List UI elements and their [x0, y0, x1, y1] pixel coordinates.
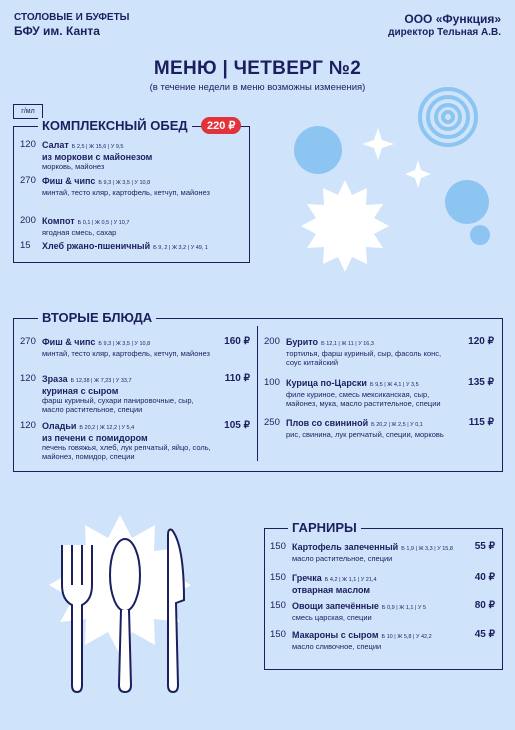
item-body: [292, 573, 457, 595]
item-name-line: [292, 573, 457, 585]
item-description: минтай, тесто кляр, картофель, кетчуп, майонез: [42, 188, 210, 197]
item-nutrition: Б 10 | Ж 5,8 | У 42,2: [381, 634, 432, 640]
sparkle-decor: [405, 160, 431, 188]
item-body: [42, 140, 240, 171]
item-body: [292, 601, 457, 622]
item-name-line: [292, 601, 457, 613]
menu-subtitle: (в течение недели в меню возможны изменения): [149, 82, 366, 93]
item-body: [42, 216, 240, 237]
item-description: минтай, тесто кляр, картофель, кетчуп, майонез: [42, 349, 210, 358]
blob-decor: [470, 225, 490, 245]
item-body: [42, 421, 212, 461]
item-name-line: [286, 418, 456, 430]
item-price: 120 ₽: [468, 336, 494, 347]
starburst-decor: [301, 180, 389, 272]
item-name: Овощи запечённые: [292, 601, 379, 611]
item-price: 110 ₽: [224, 373, 250, 384]
item-name: Фиш & чипс: [42, 337, 96, 347]
item-nutrition: Б 9,5 | Ж 4,1 | У 3,5: [369, 382, 419, 388]
item-body: [42, 176, 240, 197]
item-name-line: [42, 337, 212, 349]
item-nutrition: Б 20,2 | Ж 2,5 | У 0,1: [371, 422, 423, 428]
menu-title: МЕНЮ | ЧЕТВЕРГ №2: [153, 58, 362, 79]
menu-item: [264, 378, 494, 408]
item-grams: 200: [20, 215, 36, 226]
item-name: Курица по-Царски: [286, 378, 367, 388]
item-name-line: [42, 216, 240, 228]
second-courses-title: ВТОРЫЕ БЛЮДА: [38, 310, 156, 325]
item-body: [286, 378, 456, 408]
item-grams: 100: [264, 377, 280, 388]
org-name-line2: БФУ им. Канта: [14, 24, 100, 38]
item-name: Картофель запеченный: [292, 542, 399, 552]
menu-item: [20, 337, 250, 358]
item-nutrition: Б 0,9 | Ж 1,1 | У 5: [381, 605, 427, 611]
item-description: масло растительное, специи: [292, 554, 393, 563]
column-divider: [257, 326, 258, 461]
item-nutrition: Б 9,3 | Ж 3,5 | У 10,8: [98, 341, 151, 347]
item-body: [42, 374, 212, 414]
item-body: [292, 542, 457, 563]
item-nutrition: Б 12,1 | Ж 11 | У 16,3: [321, 341, 374, 347]
item-grams: 120: [20, 139, 36, 150]
garnish-title: ГАРНИРЫ: [288, 520, 361, 535]
item-name-line: [42, 421, 212, 433]
item-nutrition: Б 20,2 | Ж 12,2 | У 5,4: [79, 425, 135, 431]
item-name: Макароны с сыром: [292, 630, 379, 640]
item-name-line: [42, 374, 212, 386]
item-name: Салат: [42, 140, 69, 150]
item-name-extra: из моркови с майонезом: [42, 152, 153, 162]
item-name-extra: из печени с помидором: [42, 433, 148, 443]
item-description: филе куриное, смесь мексиканская, сыр, майонез, мука, масло растительное, специи: [286, 390, 441, 408]
item-grams: 150: [270, 572, 286, 583]
item-nutrition: Б 0,1 | Ж 0,5 | У 10,7: [77, 220, 130, 226]
item-description: рис, свинина, лук репчатый, специи, морковь: [286, 430, 444, 439]
sparkle-decor: [362, 128, 394, 160]
item-name: Хлеб ржано-пшеничный: [42, 241, 151, 251]
item-nutrition: Б 12,38 | Ж 7,23 | У 33,7: [70, 378, 132, 384]
unit-label: г/мл: [13, 104, 43, 119]
item-description: тортилья, фарш куриный, сыр, фасоль конс, соус китайский: [286, 349, 442, 367]
item-name-extra: куриная с сыром: [42, 386, 119, 396]
item-body: [42, 337, 212, 358]
item-grams: 120: [20, 420, 36, 431]
item-name-line: [286, 337, 456, 349]
item-grams: 250: [264, 417, 280, 428]
item-name-extra: отварная маслом: [292, 585, 370, 595]
item-name: Гречка: [292, 573, 322, 583]
item-grams: 150: [270, 600, 286, 611]
menu-item: [20, 374, 250, 414]
item-description: масло сливочное, специи: [292, 642, 382, 651]
item-nutrition: Б 9,3 | Ж 3,5 | У 10,8: [98, 180, 151, 186]
item-name-line: [42, 176, 240, 188]
blob-decor: [445, 180, 489, 224]
blob-decor: [294, 126, 342, 174]
complex-lunch-price: 220 ₽: [201, 117, 241, 134]
item-grams: 270: [20, 336, 36, 347]
item-grams: 150: [270, 629, 286, 640]
item-description: печень говяжья, хлеб, лук репчатый, яйцо, соль, майонез, помидор, специи: [42, 443, 211, 461]
item-grams: 120: [20, 373, 36, 384]
menu-item: [20, 241, 240, 253]
item-price: 55 ₽: [474, 541, 495, 552]
item-price: 160 ₽: [224, 336, 250, 347]
item-name: Бурито: [286, 337, 319, 347]
menu-item: [20, 176, 240, 197]
menu-item: [270, 573, 495, 595]
item-description: смесь царская, специи: [292, 613, 372, 622]
item-nutrition: Б 2,5 | Ж 15,6 | У 9,5: [71, 144, 124, 150]
item-nutrition: Б 1,9 | Ж 3,3 | У 15,8: [401, 546, 453, 552]
menu-item: [270, 601, 495, 622]
menu-item: [264, 337, 494, 367]
item-body: [42, 241, 240, 253]
item-description: морковь, майонез: [42, 162, 105, 171]
menu-item: [20, 140, 240, 171]
menu-item: [270, 542, 495, 563]
item-description: ягодная смесь, сахар: [42, 228, 117, 237]
item-nutrition: Б 9, 2 | Ж 3,2 | У 49, 1: [153, 245, 208, 251]
item-name: Компот: [42, 216, 75, 226]
item-price: 105 ₽: [224, 420, 250, 431]
item-name-line: [286, 378, 456, 390]
item-name: Плов со свининой: [286, 418, 369, 428]
item-grams: 150: [270, 541, 286, 552]
knife-icon: [168, 530, 184, 692]
company-name: ООО «Функция»: [404, 12, 501, 26]
item-body: [286, 337, 456, 367]
item-name-line: [42, 241, 240, 253]
item-grams: 15: [20, 240, 31, 251]
item-name-line: [292, 630, 457, 642]
item-name: Фиш & чипс: [42, 176, 96, 186]
item-grams: 270: [20, 175, 36, 186]
spiral-decor: [420, 89, 476, 145]
director-name: директор Тельная А.В.: [388, 27, 501, 38]
complex-lunch-title: КОМПЛЕКСНЫЙ ОБЕД: [38, 118, 192, 133]
item-price: 45 ₽: [474, 629, 495, 640]
item-price: 135 ₽: [468, 377, 494, 388]
item-name: Оладьи: [42, 421, 77, 431]
item-grams: 200: [264, 336, 280, 347]
menu-item: [20, 216, 240, 237]
item-price: 40 ₽: [474, 572, 495, 583]
org-name-line1: СТОЛОВЫЕ И БУФЕТЫ: [14, 12, 130, 23]
item-name-line: [42, 140, 240, 152]
item-body: [292, 630, 457, 651]
item-body: [286, 418, 456, 439]
item-name: Зраза: [42, 374, 68, 384]
item-name-line: [292, 542, 457, 554]
item-price: 80 ₽: [474, 600, 495, 611]
item-nutrition: Б 4,2 | Ж 1,1 | У 21,4: [324, 577, 377, 583]
item-description: фарш куриный, сухари панировочные, сыр, масло растительное, специи: [42, 396, 194, 414]
menu-item: [20, 421, 250, 461]
menu-item: [264, 418, 494, 439]
menu-item: [270, 630, 495, 651]
item-price: 115 ₽: [468, 417, 494, 428]
